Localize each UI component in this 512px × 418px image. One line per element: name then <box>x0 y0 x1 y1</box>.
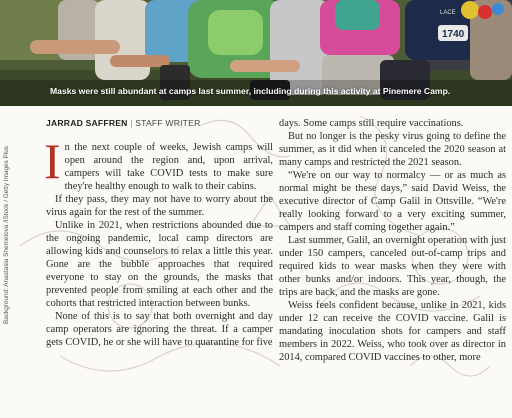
article-paragraph: Unlike in 2021, when restrictions abounded due to the ongoing pandemic, local camp directors are allowing kids and counselors to relax a little this year. Gone are the bubble approaches that required everyone to stay on the grounds, the masks that prevented people from smiling at each other and the cohorts that restricted interaction between bunks. <box>46 220 273 309</box>
article-column-left <box>46 117 273 349</box>
byline-separator: | <box>130 118 133 128</box>
article-paragraph: None of this is to say that both overnight and day camp operators are ignoring the threat. If a camper gets COVID, he or she will have to quarantine for five <box>46 311 273 348</box>
article-paragraph: In the next couple of weeks, Jewish camps will open around the region and, upon arrival, campers will take COVID tests to make sure they're healthy enough to walk to their cabins. <box>44 133 273 192</box>
shirt-lettering: LACE <box>440 10 456 16</box>
image-credit: Background: Anastasia Shemetova /iStock / Getty Images Plus <box>3 146 10 324</box>
article-paragraph: If they pass, they may not have to worry about the virus again for the rest of the summer. <box>46 194 273 218</box>
article-paragraph: Last summer, Galil, an overnight operation with just under 150 campers, canceled out-of-camp trips and required kids to wear masks when they were with other bunks and/or indoors. This year, though, the trips are back, and the masks are gone. <box>279 235 506 298</box>
shirt-number: 1740 <box>442 29 465 40</box>
article-paragraph: days. Some camps still require vaccinations. <box>279 118 464 129</box>
article-column-right <box>279 117 506 364</box>
article-paragraph: But no longer is the pesky virus going to define the summer, as it did when it canceled the 2020 season at many camps and restricted the 2021 season. <box>279 131 506 168</box>
byline <box>46 117 273 130</box>
article-paragraph: “We're on our way to normalcy — or as much as normal might be these days,” said David Weiss, the executive director of Camp Galil in Ottsville. “We're really looking forward to a very exciting summer, campers and staff coming together again.” <box>279 170 506 233</box>
article-paragraph: Weiss feels confident because, unlike in 2021, kids under 12 can receive the COVID vaccine. Galil is mandating inoculation shots for campers and staff members in 2022. Weiss, who took over as director in 2014, compared COVID vaccines to other, more <box>279 300 506 363</box>
article-photo <box>0 0 512 106</box>
drop-cap: I <box>44 133 61 189</box>
author-role: STAFF WRITER <box>135 118 201 128</box>
photo-caption: Masks were still abundant at camps last summer, including during this activity at Pinemere Camp. <box>50 86 451 96</box>
author-name: JARRAD SAFFREN <box>46 118 128 128</box>
